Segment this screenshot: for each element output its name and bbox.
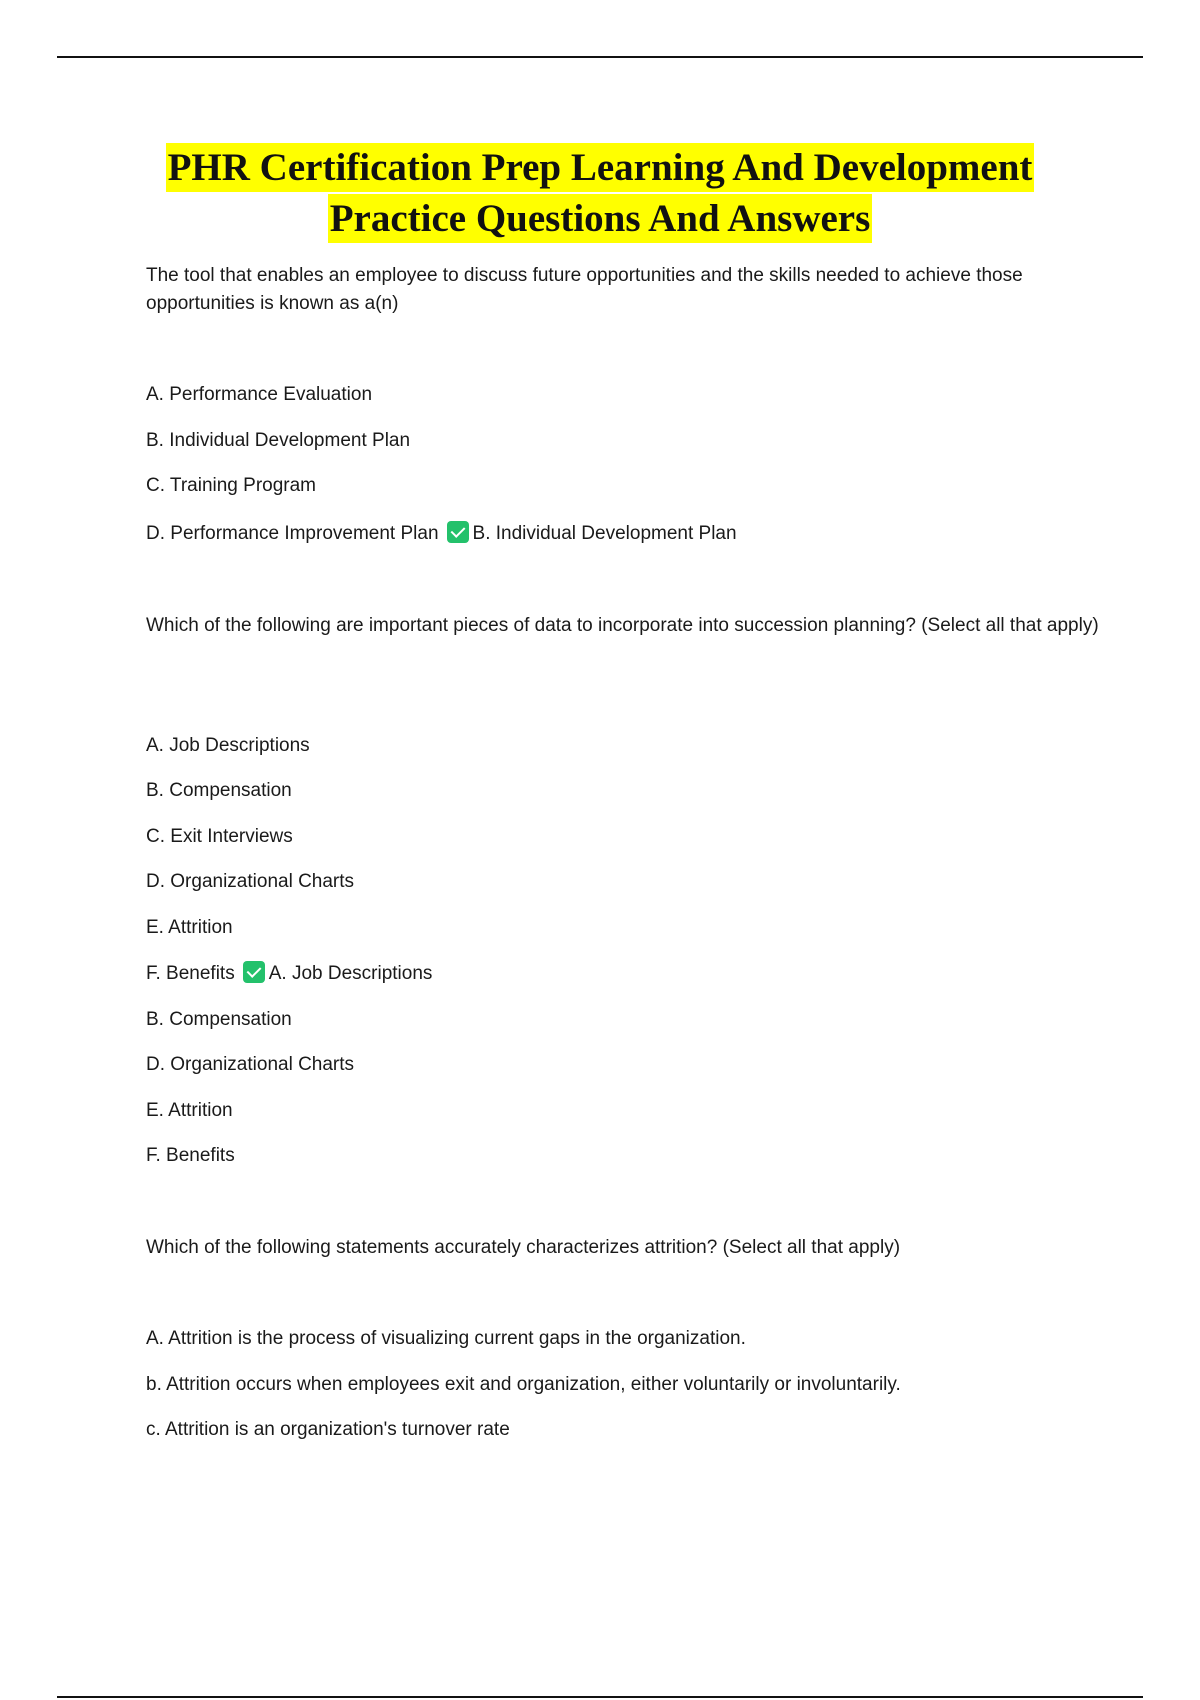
question-1-option-a: A. Performance Evaluation — [146, 384, 373, 405]
question-2-option-f: F. Benefits — [146, 963, 235, 984]
question-2-option-b: B. Compensation — [146, 780, 292, 801]
check-mark-icon — [447, 521, 469, 543]
question-2-option-e: E. Attrition — [146, 917, 233, 938]
question-2-answer-4: E. Attrition — [146, 1100, 233, 1121]
question-1-option-d: D. Performance Improvement Plan — [146, 523, 439, 544]
bottom-rule — [57, 1696, 1143, 1698]
title-line-2: Practice Questions And Answers — [328, 194, 873, 243]
question-3-option-c: c. Attrition is an organization's turnover rate — [146, 1419, 510, 1440]
question-2-option-c: C. Exit Interviews — [146, 826, 293, 847]
question-2-option-f-row — [146, 960, 1106, 988]
question-1-answer-1: B. Individual Development Plan — [472, 523, 737, 544]
title-line-1: PHR Certification Prep Learning And Development — [166, 143, 1035, 192]
question-2-answer-2: B. Compensation — [146, 1009, 292, 1030]
check-mark-icon — [243, 961, 265, 983]
question-2-answer-1: A. Job Descriptions — [268, 963, 433, 984]
top-rule — [57, 56, 1143, 58]
question-1-option-c: C. Training Program — [146, 475, 317, 496]
question-1-option-b: B. Individual Development Plan — [146, 430, 411, 451]
question-3-option-b: b. Attrition occurs when employees exit and organization, either voluntarily or involuntarily. — [146, 1374, 901, 1395]
question-2-option-a: A. Job Descriptions — [146, 735, 310, 756]
question-3-option-a: A. Attrition is the process of visualizing current gaps in the organization. — [146, 1328, 746, 1349]
question-2-option-d: D. Organizational Charts — [146, 871, 355, 892]
question-3-prompt: Which of the following statements accurately characterizes attrition? (Select all that apply) — [146, 1237, 901, 1258]
question-2-answer-3: D. Organizational Charts — [146, 1054, 355, 1075]
question-2-answer-5: F. Benefits — [146, 1145, 235, 1166]
question-2-prompt: Which of the following are important pieces of data to incorporate into succession planning? (Select all that apply) — [146, 615, 1099, 636]
page-title — [60, 143, 1140, 245]
question-1-option-d-row — [146, 520, 1106, 548]
question-1-prompt: The tool that enables an employee to discuss future opportunities and the skills needed to achieve those opportunities is known as a(n) — [146, 265, 1023, 314]
